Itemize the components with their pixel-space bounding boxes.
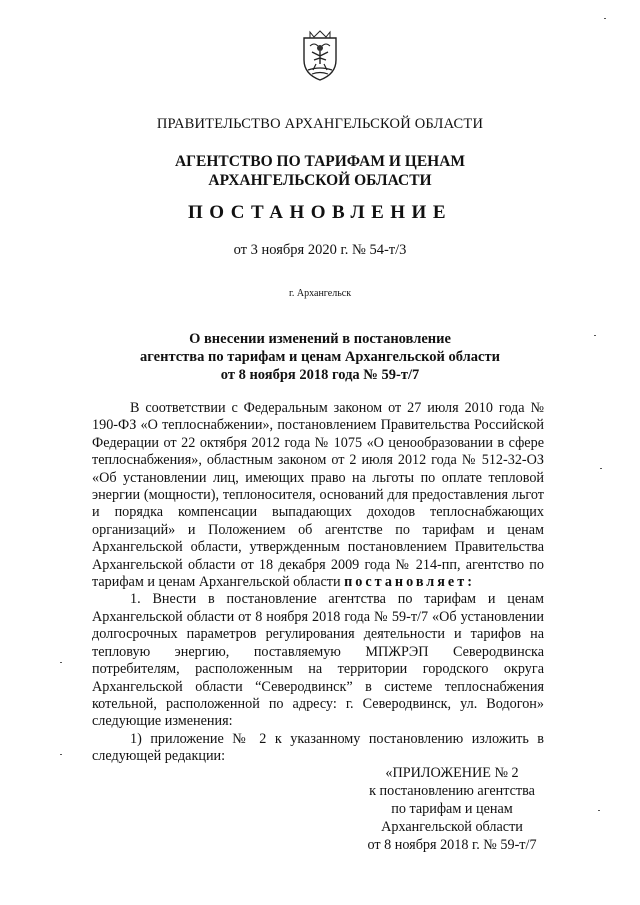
appendix-line3: по тарифам и ценам	[391, 801, 513, 817]
paragraph-preamble	[92, 400, 544, 591]
subject-line1: О внесении изменений в постановление	[189, 331, 451, 347]
appendix-header	[330, 764, 574, 854]
document-body	[92, 400, 544, 766]
scan-speck	[600, 468, 602, 469]
scan-speck	[60, 754, 62, 755]
subject-line3: от 8 ноября 2018 года № 59-т/7	[220, 367, 420, 383]
coat-of-arms-icon	[298, 30, 342, 82]
resolves-keyword: постановляет:	[344, 574, 475, 591]
document-type: ПОСТАНОВЛЕНИЕ	[187, 202, 453, 223]
agency-name-line1: АГЕНТСТВО ПО ТАРИФАМ И ЦЕНАМ	[174, 153, 466, 170]
appendix-line2: к постановлению агентства	[369, 783, 535, 799]
document-subject	[0, 330, 640, 384]
document-date-number: от 3 ноября 2020 г. № 54-т/3	[233, 242, 407, 258]
preamble-text: В соответствии с Федеральным законом от 27 июля 2010 года № 190-ФЗ «О теплоснабжении», постановлением Правительства Российской Федерации от 22 октября 2012 года № 1075 «О ценообразовании в сфере теплоснабжения», областным законом от 2 июля 2012 года № 512-32-ОЗ «Об установлении лиц, имеющих право на льготы по оплате тепловой энергии (мощности), теплоносителя, оснований для предоставления льгот и порядка компенсации выпадающих доходов теплоснабжающих организаций» и Положением об агентстве по тарифам и ценам Архангельской области, утвержденным постановлением Правительства Архангельской области от 18 декабря 2009 года № 214-пп, агентство по тарифам и ценам Архангельской области	[92, 400, 544, 591]
appendix-line4: Архангельской области	[381, 819, 523, 835]
scan-speck	[598, 810, 600, 811]
appendix-line5: от 8 ноября 2018 г. № 59-т/7	[367, 837, 537, 853]
paragraph-subitem-1: 1) приложение № 2 к указанному постановлению изложить в следующей редакции:	[92, 730, 544, 765]
document-city: г. Архангельск	[288, 288, 352, 299]
scan-speck	[594, 335, 596, 336]
scan-speck	[604, 18, 606, 19]
appendix-line1: «ПРИЛОЖЕНИЕ № 2	[385, 765, 519, 781]
paragraph-item-1: 1. Внести в постановление агентства по тарифам и ценам Архангельской области от 8 ноября 2018 года № 59-т/7 «Об установлении долгосрочных параметров регулирования деятельности и тарифов на тепловую энергию, поставляемую МПЖРЭП Северодвинска потребителям, расположенным на территории городского округа Архангельской области “Северодвинск” в системе теплоснабжения котельной, расположенной по адресу: г. Северодвинск, ул. Водогон» следующие изменения:	[92, 591, 544, 730]
scan-speck	[60, 662, 62, 663]
agency-name-line2: АРХАНГЕЛЬСКОЙ ОБЛАСТИ	[208, 172, 432, 189]
government-name: ПРАВИТЕЛЬСТВО АРХАНГЕЛЬСКОЙ ОБЛАСТИ	[156, 116, 484, 132]
agency-name	[0, 152, 640, 190]
subject-line2: агентства по тарифам и ценам Архангельской области	[140, 349, 500, 365]
